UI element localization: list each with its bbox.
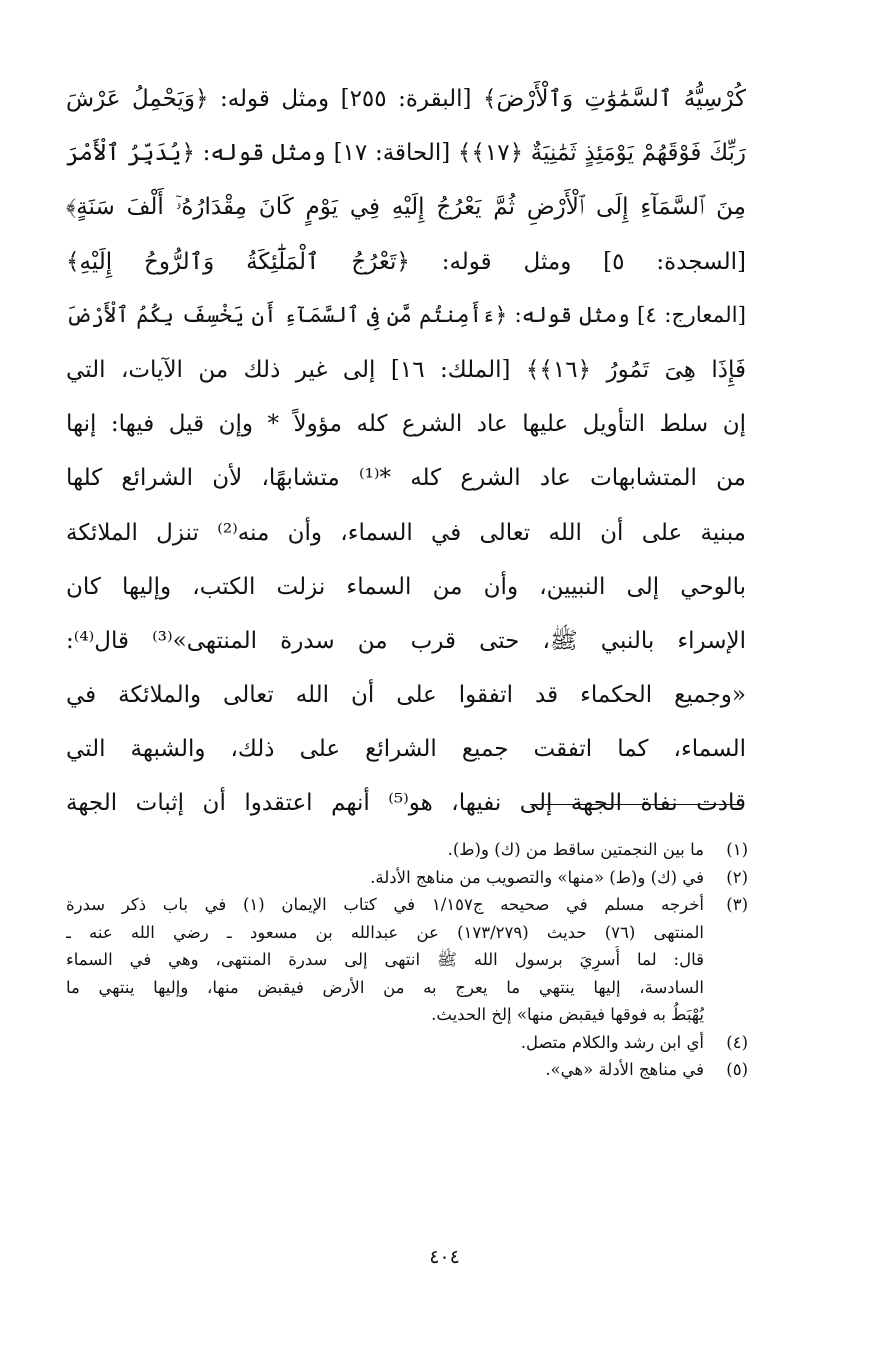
footnote (66, 836, 748, 864)
footnote-line: ما بين النجمتين ساقط من (ك) و(ط). (447, 840, 704, 859)
footnote-line: يُهْبَطُ به فوقها فيقبض منها» إلخ الحديث. (431, 1005, 704, 1024)
footnote-line: المنتهى (٧٦) حديث (١٧٣/٢٧٩) عن عبدالله بن مسعود ـ رضي الله عنه ـ (66, 922, 704, 942)
text-line: كُرْسِيُّهُ ٱلسَّمَٰوَٰتِ وَٱلْأَرْضَ﴾ [البقرة: ٢٥٥] ومثل قوله: ﴿وَيَحْمِلُ عَرْشَ (66, 86, 746, 112)
footnote-text (66, 891, 704, 1029)
footnote (66, 1056, 748, 1084)
text-line: مبنية على أن الله تعالى في السماء، وأن منه⁽²⁾ تنزل الملائكة (66, 519, 746, 546)
text-line: الإسراء بالنبي ﷺ، حتى قرب من سدرة المنتهى»⁽³⁾ قال⁽⁴⁾: (66, 627, 746, 654)
footnote-text (66, 1029, 704, 1057)
text-line: إن سلط التأويل عليها عاد الشرع كله مؤولاً * وإن قيل فيها: إنها (66, 411, 746, 438)
text-line: «وجميع الحكماء قد اتفقوا على أن الله تعالى والملائكة في (66, 682, 746, 709)
text-line: بالوحي إلى النبيين، وأن من السماء نزلت الكتب، وإليها كان (66, 573, 746, 600)
footnote-line: في (ك) و(ط) «منها» والتصويب من مناهج الأدلة. (370, 867, 704, 887)
text-line: من المتشابهات عاد الشرع كله *⁽¹⁾ متشابهًا، لأن الشرائع كلها (66, 465, 746, 492)
footnote-number: (٣) (726, 895, 748, 914)
footnote-line: السادسة، إليها ينتهي ما يعرج به من الأرض فيقبض منها، وإليها ينتهي ما (66, 977, 704, 997)
footnote-text (66, 836, 704, 864)
text-line: [المعارج: ٤] ومثل قوله: ﴿ءَأَمِنتُم مَّن فِى ٱلسَّمَآءِ أَن يَخْسِفَ بِكُمُ ٱلْأَرْضَ (66, 302, 746, 328)
footnote-separator (530, 804, 740, 805)
footnote-line: في مناهج الأدلة «هي». (545, 1060, 704, 1079)
footnote-text (66, 1056, 704, 1084)
page-number: ٤٠٤ (429, 1246, 460, 1268)
text-line: مِنَ ٱلسَّمَآءِ إِلَى ٱلْأَرْضِ ثُمَّ يَعْرُجُ إِلَيْهِ فِي يَوْمٍ كَانَ مِقْدَارُهُۥٓ أَلْفَ سَنَةٍ﴾ (66, 194, 746, 221)
text-line: رَبِّكَ فَوْقَهُمْ يَوْمَئِذٍ ثَمَٰنِيَةٌ ﴿١٧﴾﴾ [الحاقة: ١٧] ومثل قوله: ﴿يُدَبِّرُ ٱلْأَمْرَ (66, 140, 746, 167)
footnote-line: قال: لما أُسرِيَ برسول الله ﷺ انتهى إلى سدرة المنتهى، وهي في السماء (66, 950, 704, 969)
main-text (66, 72, 746, 831)
footnote (66, 864, 748, 892)
footnote-number: (١) (726, 840, 748, 859)
footnote-line: أي ابن رشد والكلام متصل. (520, 1032, 704, 1052)
footnote (66, 1029, 748, 1057)
text-line: فَإِذَا هِىَ تَمُورُ ﴿١٦﴾﴾ [الملك: ١٦] إلى غير ذلك من الآيات، التي (66, 356, 746, 383)
footnote-number: (٤) (726, 1032, 748, 1052)
text-line: السماء، كما اتفقت جميع الشرائع على ذلك، والشبهة التي (66, 736, 746, 763)
footnote-number: (٥) (726, 1060, 748, 1079)
text-line: [السجدة: ٥] ومثل قوله: ﴿تَعْرُجُ ٱلْمَلَٰٓئِكَةُ وَٱلرُّوحُ إِلَيْهِ﴾ (66, 248, 746, 275)
footnote (66, 891, 748, 1029)
footnote-number: (٢) (726, 867, 748, 887)
footnote-text (66, 864, 704, 892)
text-line: قادت نفاة الجهة إلى نفيها، هو⁽⁵⁾ أنهم اعتقدوا أن إثبات الجهة (66, 790, 746, 817)
footnotes (66, 836, 748, 1084)
footnote-line: أخرجه مسلم في صحيحه ج١/١٥٧ في كتاب الإيمان (١) في باب ذكر سدرة (66, 895, 704, 914)
